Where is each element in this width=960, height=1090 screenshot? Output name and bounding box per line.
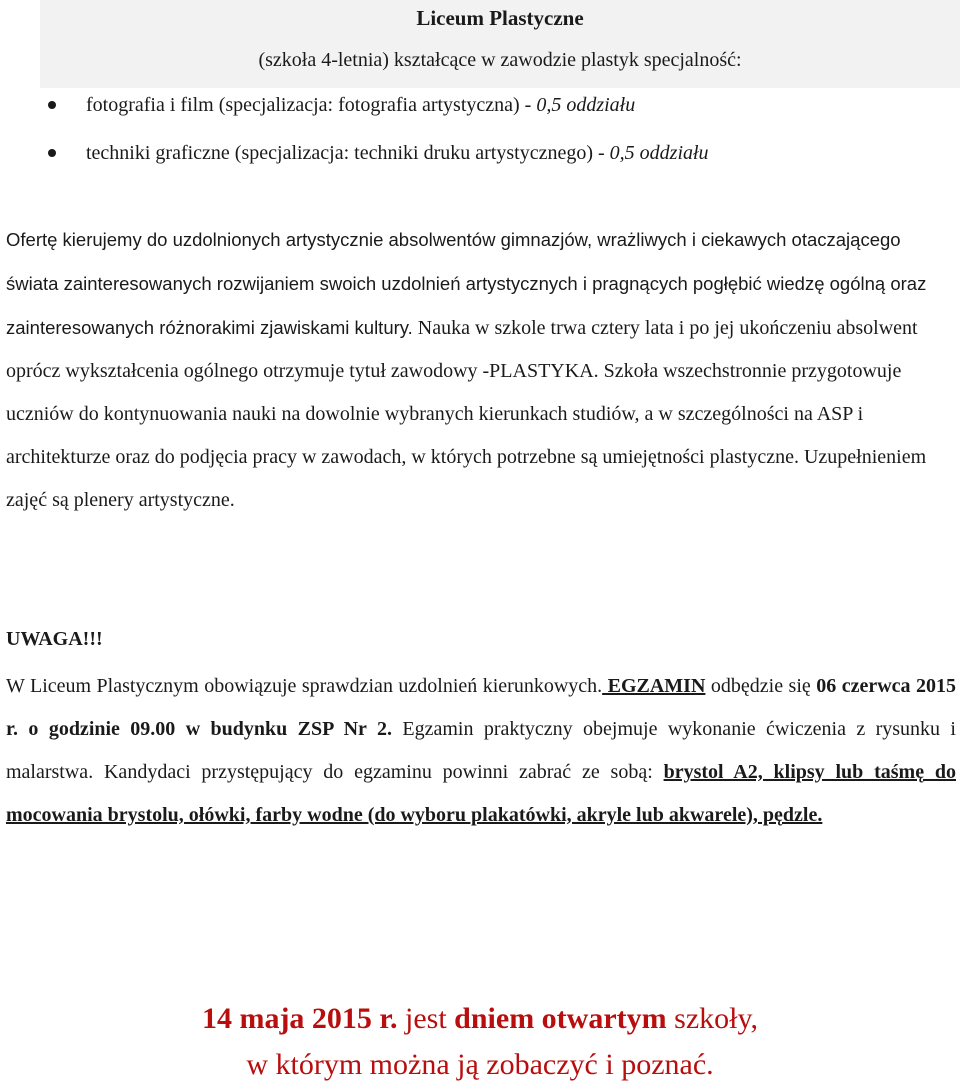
intro-paragraph [6,218,956,522]
required-items: brystol A2, klipsy lub taśmę do mocowania brystolu, ołówki, farby wodne (do wyboru plakatówki, akryle lub akwarele), pędzle. [6,761,956,826]
notice-text-4: Egzamin praktyczny obejmuje wykonanie ćwiczenia z rysunku i malarstwa. Kandydaci przystępujący do egzaminu powinni zabrać ze sobą: [6,718,956,783]
list-item-amount: 0,5 oddziału [609,142,709,164]
open-day-label: dniem otwartym [454,1002,667,1035]
notice-paragraph [6,665,956,837]
list-item [0,138,960,168]
footer-text-2: szkoły, [666,1002,759,1035]
bullet-icon [48,101,56,109]
exam-date: 06 czerwca 2015 r. o godzinie 09.00 [6,675,956,740]
notice-heading: UWAGA!!! [6,628,103,650]
open-day-announcement [0,996,960,1088]
document-subtitle: (szkoła 4-letnia) kształcące w zawodzie plastyk specjalność: [258,49,742,71]
intro-part-2: Nauka w szkole trwa cztery lata i po jej ukończeniu absolwent oprócz wykształcenia ogólnego otrzymuje tytuł zawodowy -PLASTYKA. Szkoła wszechstronnie przygotowuje uczniów do kontynuowania nauki na dowolnie wybranych kierunkach studiów, a w szczególności na ASP i architekturze oraz do podjęcia pracy w zawodach, w których potrzebne są umiejętności plastyczne. Uzupełnieniem zajęć są plenery artystyczne. [6,317,927,511]
bullet-icon [48,149,56,157]
list-item-amount: 0,5 oddziału [536,94,636,116]
intro-part-1: Ofertę kierujemy do uzdolnionych artystycznie absolwentów gimnazjów, wrażliwych i ciekawych otaczającego świata zainteresowanych rozwijaniem swoich uzdolnień artystycznych i pragnących pogłębić wiedzę ogólną oraz zainteresowanych różnorakimi zjawiskami kultury. [6,229,927,338]
footer-text-1: jest [397,1002,455,1035]
exam-label: EGZAMIN [602,675,706,697]
notice-text-3: w budynku [175,718,298,740]
footer-line-2: w którym można ją zobaczyć i poznać. [246,1048,714,1081]
document-title: Liceum Plastyczne [416,6,584,30]
open-day-date: 14 maja 2015 r. [201,1002,398,1035]
list-item-text: fotografia i film (specjalizacja: fotografia artystyczna) - [86,94,537,116]
notice-text-1: W Liceum Plastycznym obowiązuje sprawdzian uzdolnień kierunkowych. [6,675,603,697]
list-item [0,90,960,120]
notice-text-2: odbędzie się [705,675,817,697]
exam-place: ZSP Nr 2. [297,718,392,740]
list-item-text: techniki graficzne (specjalizacja: techniki druku artystycznego) - [86,142,610,164]
